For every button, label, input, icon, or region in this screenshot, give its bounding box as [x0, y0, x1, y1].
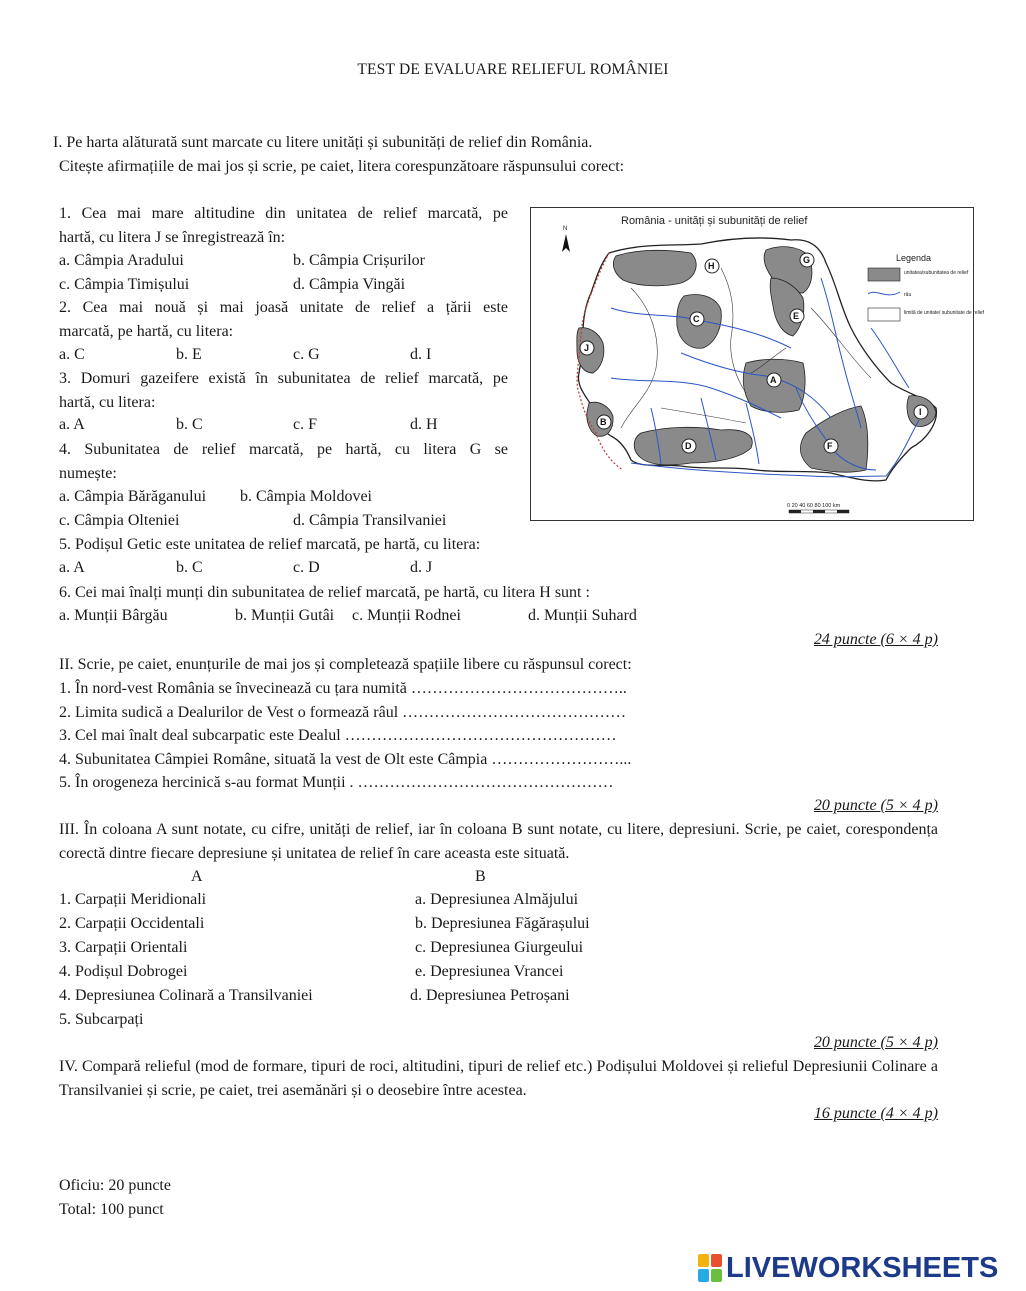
section1-intro-1: I. Pe harta alăturată sunt marcate cu litere unități și subunități de relief din România. [53, 134, 593, 151]
q3-option-c: c. F [293, 416, 317, 433]
q2-option-b: b. E [176, 346, 202, 363]
q1-option-d: d. Câmpia Vingăi [293, 276, 406, 293]
column-b-item-e: e. Depresiunea Vrancei [415, 963, 564, 980]
question-3-line-1: 3. Domuri gazeifere există în subunitatea de relief marcată, pe [59, 370, 508, 387]
q4-option-b: b. Câmpia Moldovei [240, 488, 372, 505]
liveworksheets-logo [698, 1253, 998, 1283]
map-label-c: C [693, 314, 700, 324]
map-label-a: A [770, 375, 777, 385]
section4-intro: IV. Compară relieful (mod de formare, tipuri de roci, altitudini, tipuri de relief etc.) Podișului Moldovei și relieful Depresiunii Colinare a Transilvaniei și scrie, pe caiet, trei asemănări și o deosebire între acestea. [59, 1058, 938, 1099]
svg-text:0 20 40 60 80 100 km: 0 20 40 60 80 100 km [787, 503, 841, 509]
q6-option-a: a. Munții Bârgău [59, 607, 168, 624]
map-label-g: G [803, 255, 811, 265]
map-label-d: D [685, 441, 692, 451]
question-4-line-1: 4. Subunitatea de relief marcată, pe hartă, cu litera G se [59, 441, 508, 458]
question-2-line-2: marcată, pe hartă, cu litera: [59, 323, 234, 340]
legend-item-boundary: limită de unitate/ subunitate de relief [904, 310, 985, 316]
map-label-j: J [584, 343, 590, 353]
column-a-item-1: 1. Carpații Meridionali [59, 891, 207, 908]
section3-intro: III. În coloana A sunt notate, cu cifre, unități de relief, iar în coloana B sunt notate, cu litere, depresiuni. Scrie, pe caiet, corespondența corectă dintre fiecare depresiune și unitatea de relief în care aceasta este situată. [59, 821, 938, 862]
section4-points: 16 puncte (4 × 4 p) [813, 1105, 938, 1122]
section1-points: 24 puncte (6 × 4 p) [813, 631, 938, 648]
q5-option-d: d. J [410, 559, 433, 576]
romania-relief-map [530, 207, 985, 521]
q1-option-a: a. Câmpia Aradului [59, 252, 184, 269]
map-title: România - unități și subunități de relief [621, 215, 808, 227]
q4-option-a: a. Câmpia Bărăganului [59, 488, 207, 505]
map-label-h: H [708, 261, 715, 271]
north-arrow-icon [562, 226, 570, 252]
q2-option-d: d. I [410, 346, 432, 363]
column-b-item-a: a. Depresiunea Almăjului [415, 891, 579, 908]
map-label-i: I [919, 407, 922, 417]
legend-item-relief: unitatea/subunitatea de relief [904, 270, 969, 276]
brand-name: LIVEWORKSHEETS [726, 1251, 999, 1284]
q6-option-d: d. Munții Suhard [528, 607, 637, 624]
q6-option-c: c. Munții Rodnei [352, 607, 461, 624]
map-label-e: E [793, 311, 800, 321]
liveworksheets-logo-icon [698, 1254, 722, 1282]
q3-option-a: a. A [59, 416, 85, 433]
q2-option-c: c. G [293, 346, 320, 363]
section2-item-5: 5. În orogeneza hercinică s-au format Munții . ………………………………………… [59, 774, 614, 791]
column-b-item-d: d. Depresiunea Petroșani [410, 987, 570, 1004]
q2-option-a: a. C [59, 346, 85, 363]
question-5: 5. Podișul Getic este unitatea de relief marcată, pe hartă, cu litera: [59, 536, 481, 553]
legend-item-river: râu [904, 292, 912, 298]
q5-option-b: b. C [176, 559, 203, 576]
map-label-f: F [827, 441, 833, 451]
column-a-item-4: 4. Podișul Dobrogei [59, 963, 188, 980]
section2-item-4: 4. Subunitatea Câmpiei Române, situată la vest de Olt este Câmpia ……………………... [59, 751, 632, 768]
column-b-header: B [475, 868, 486, 885]
section2-item-3: 3. Cel mai înalt deal subcarpatic este Dealul …………………………………………… [59, 727, 617, 744]
question-1-line-1: 1. Cea mai mare altitudine din unitatea de relief marcată, pe [59, 205, 508, 222]
q3-option-b: b. C [176, 416, 203, 433]
q1-option-c: c. Câmpia Timișului [59, 276, 190, 293]
scale-bar [787, 503, 849, 513]
column-a-item-5: 4. Depresiunea Colinară a Transilvaniei [59, 987, 313, 1004]
section3-points: 20 puncte (5 × 4 p) [813, 1034, 938, 1051]
column-a-item-3: 3. Carpații Orientali [59, 939, 188, 956]
legend-title: Legenda [896, 253, 932, 263]
svg-text:N: N [563, 226, 568, 232]
q6-option-b: b. Munții Gutâi [235, 607, 335, 624]
column-a-item-2: 2. Carpații Occidentali [59, 915, 205, 932]
section2-points: 20 puncte (5 × 4 p) [813, 797, 938, 814]
question-6: 6. Cei mai înalți munți din subunitatea de relief marcată, pe hartă, cu litera H sunt : [59, 584, 590, 601]
question-3-line-2: hartă, cu litera: [59, 394, 156, 411]
question-2-line-1: 2. Cea mai nouă și mai joasă unitate de relief a țării este [59, 299, 508, 316]
column-b-item-b: b. Depresiunea Făgărașului [415, 915, 590, 932]
q5-option-c: c. D [293, 559, 320, 576]
section2-intro: II. Scrie, pe caiet, enunțurile de mai jos și completează spațiile libere cu răspunsul corect: [59, 656, 632, 673]
page-title: TEST DE EVALUARE RELIEFUL ROMÂNIEI [357, 61, 669, 78]
column-b-item-c: c. Depresiunea Giurgeului [415, 939, 584, 956]
section1-intro-2: Citește afirmațiile de mai jos și scrie, pe caiet, litera corespunzătoare răspunsului corect: [59, 158, 625, 175]
question-1-line-2: hartă, cu litera J se înregistrează în: [59, 229, 286, 246]
section2-item-2: 2. Limita sudică a Dealurilor de Vest o formează râul …………………………………… [59, 704, 627, 721]
column-a-item-6: 5. Subcarpați [59, 1011, 144, 1028]
total-points: Total: 100 punct [59, 1201, 164, 1218]
map-legend [868, 253, 985, 321]
q1-option-b: b. Câmpia Crișurilor [293, 252, 425, 269]
column-a-header: A [191, 868, 203, 885]
oficiu-points: Oficiu: 20 puncte [59, 1177, 171, 1194]
q5-option-a: a. A [59, 559, 85, 576]
q4-option-d: d. Câmpia Transilvaniei [293, 512, 447, 529]
q4-option-c: c. Câmpia Olteniei [59, 512, 180, 529]
section2-item-1: 1. În nord-vest România se învecinează cu țara numită ………………………………….. [59, 680, 627, 697]
question-4-line-2: numește: [59, 465, 117, 482]
map-label-b: B [600, 417, 607, 427]
q3-option-d: d. H [410, 416, 438, 433]
